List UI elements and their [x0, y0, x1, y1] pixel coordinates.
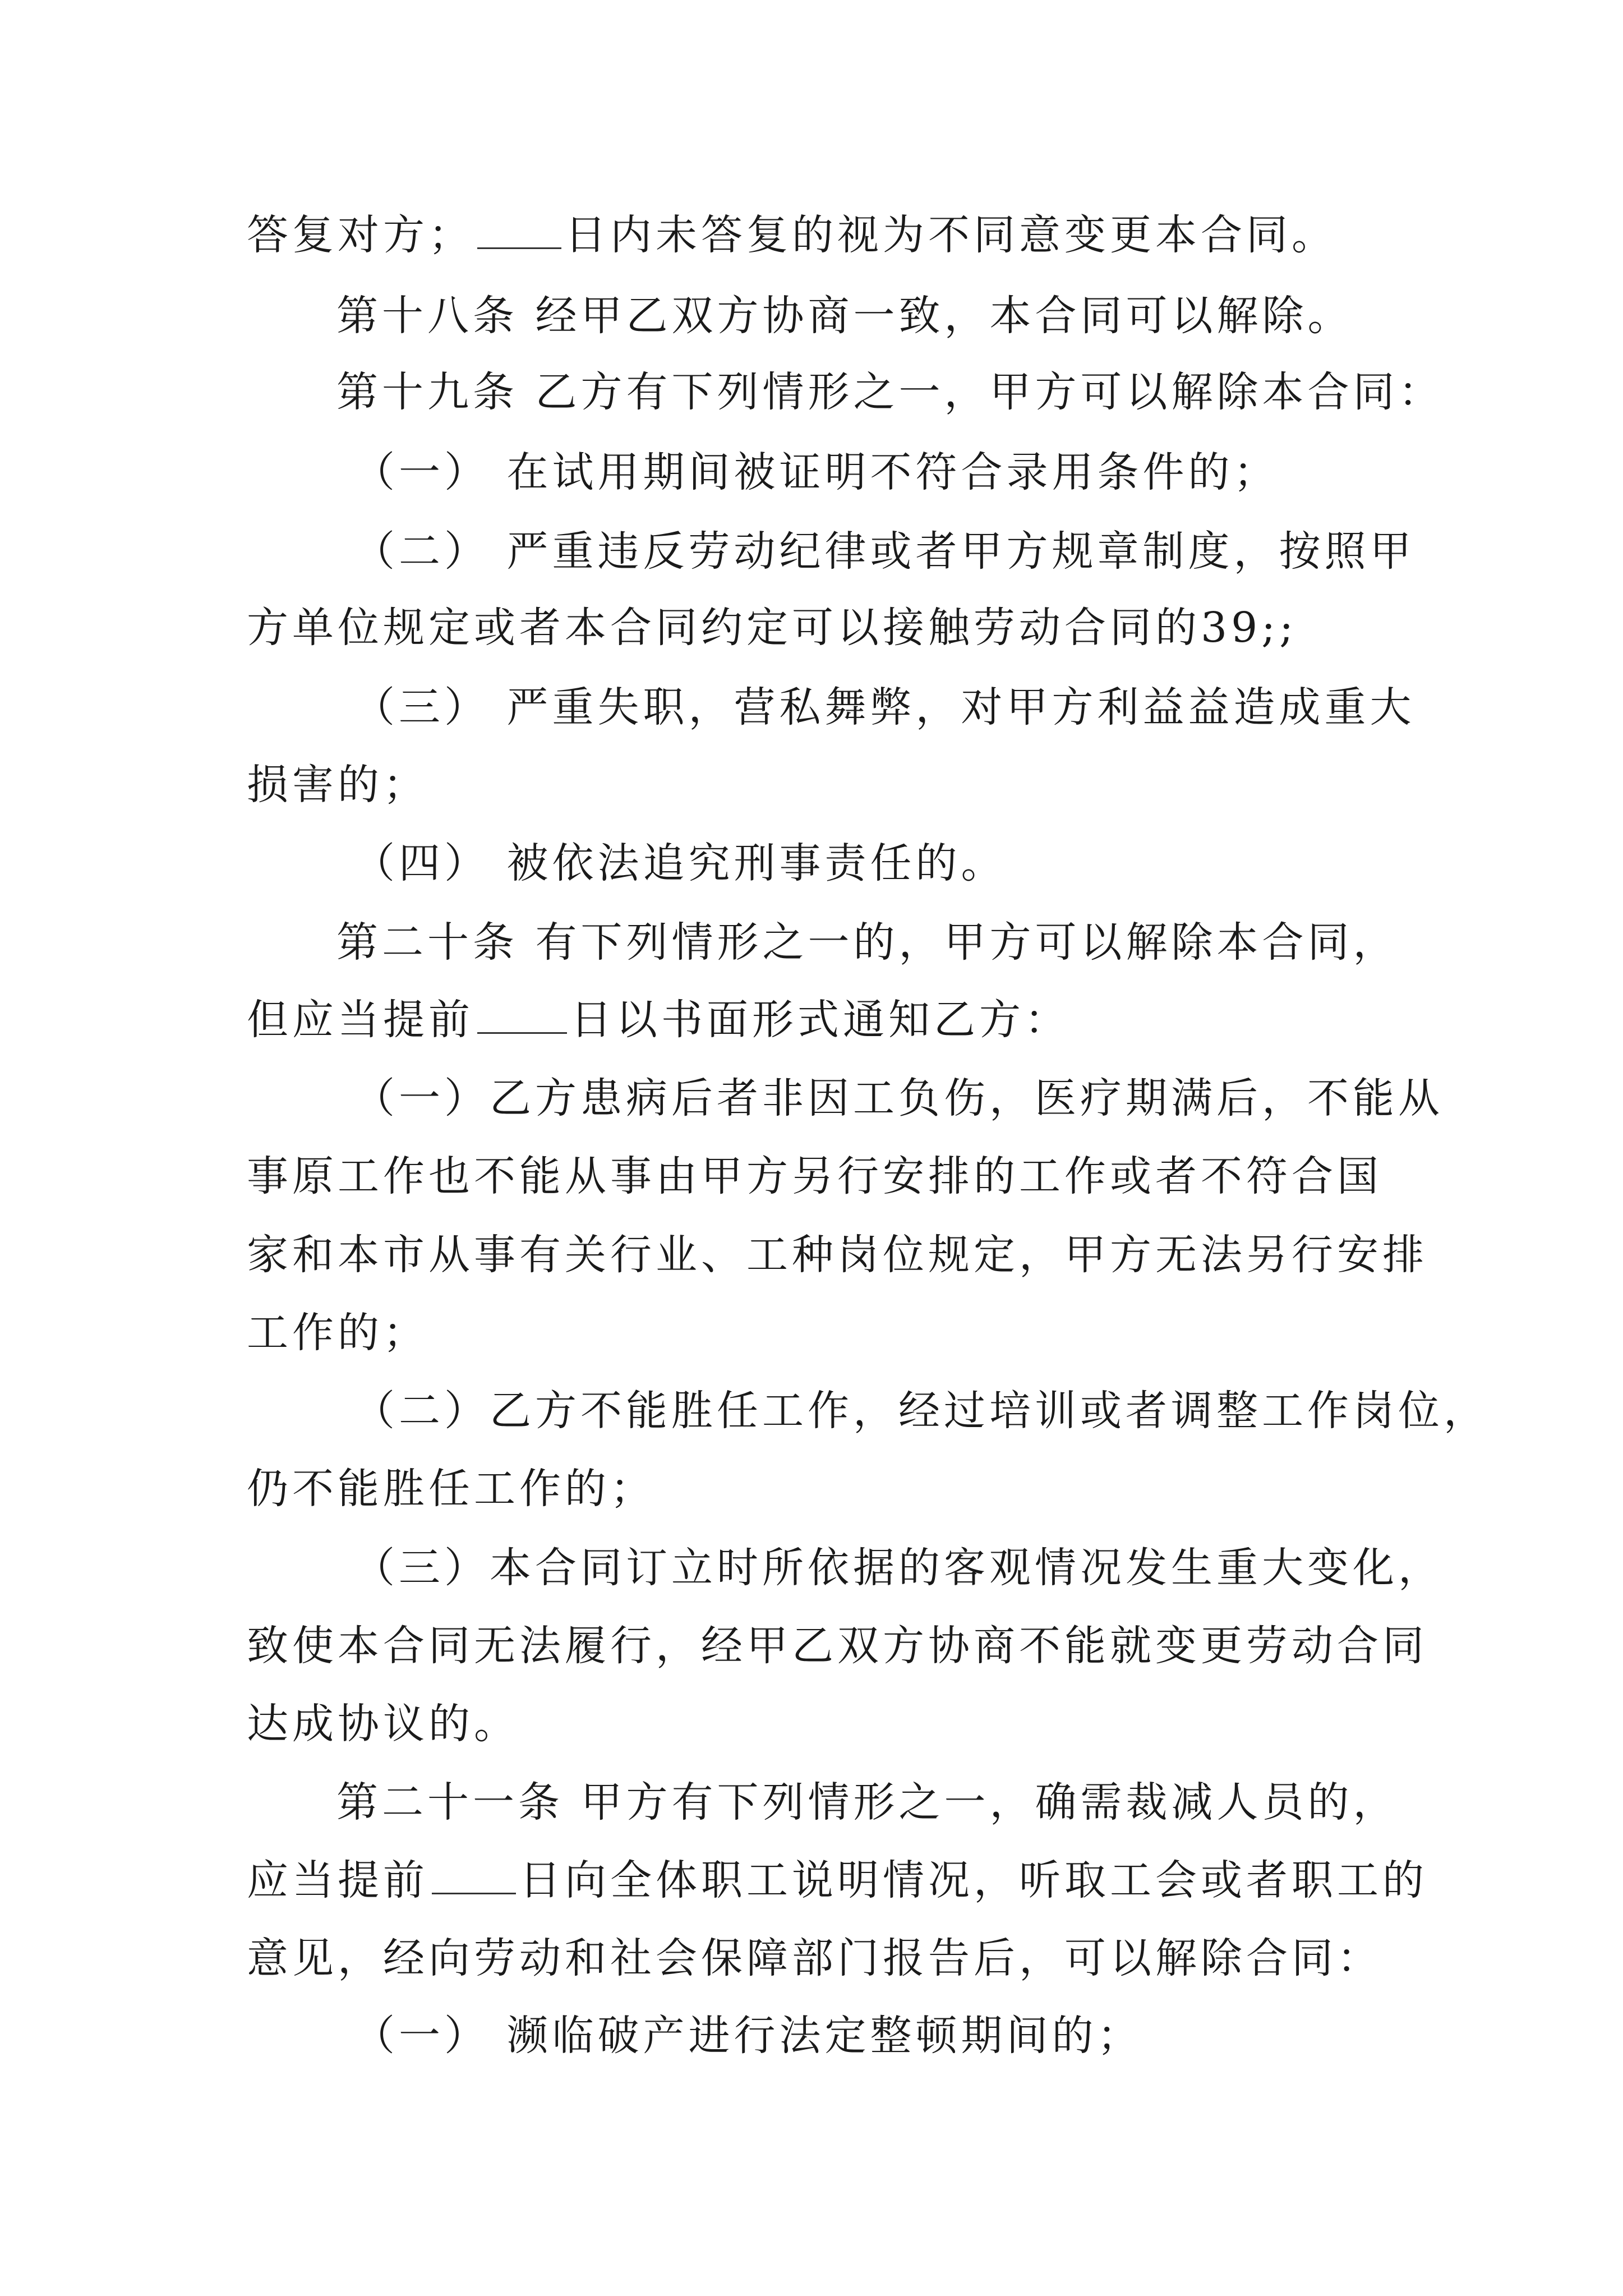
text-line: 工作的；	[247, 1309, 428, 1357]
line-text: 日以书面形式通知乙方：	[570, 996, 1070, 1044]
line-text: 日向全体职工说明情况，听取工会或者职工的	[519, 1856, 1428, 1904]
list-item: （一） 在试用期间被证明不符合录用条件的；	[353, 448, 1279, 496]
text-line: 达成协议的。	[247, 1700, 519, 1748]
list-item: （一）乙方患病后者非因工负伤，医疗期满后，不能从	[353, 1074, 1444, 1122]
text-line	[247, 210, 1337, 260]
line-text: 答复对方；	[247, 211, 474, 259]
list-item: （三）本合同订立时所依据的客观情况发生重大变化，	[353, 1544, 1444, 1592]
text-line: 意见，经向劳动和社会保障部门报告后，可以解除合同：	[247, 1934, 1382, 1982]
blank-field	[477, 214, 561, 249]
blank-field	[477, 999, 567, 1034]
article-19: 第十九条 乙方有下列情形之一，甲方可以解除本合同：	[336, 368, 1444, 416]
article-21: 第二十一条 甲方有下列情形之一，确需裁减人员的，	[336, 1778, 1399, 1826]
text-line: 损害的；	[247, 761, 428, 809]
list-item: （四） 被依法追究刑事责任的。	[353, 839, 1007, 887]
text-line: 事原工作也不能从事由甲方另行安排的工作或者不符合国	[247, 1152, 1382, 1200]
text-line	[247, 1855, 1428, 1906]
list-item: （三） 严重失职，营私舞弊，对甲方利益益造成重大	[353, 683, 1415, 731]
list-item: （二） 严重违反劳动纪律或者甲方规章制度，按照甲	[353, 527, 1415, 576]
line-text: 应当提前	[247, 1856, 428, 1904]
list-item: （一） 濒临破产进行法定整顿期间的；	[353, 2012, 1143, 2060]
article-20: 第二十条 有下列情形之一的，甲方可以解除本合同，	[336, 918, 1399, 967]
list-item: （二）乙方不能胜任工作，经过培训或者调整工作岗位，	[353, 1387, 1489, 1435]
text-line: 致使本合同无法履行，经甲乙双方协商不能就变更劳动合同	[247, 1622, 1428, 1670]
text-line: 家和本市从事有关行业、工种岗位规定，甲方无法另行安排	[247, 1231, 1428, 1279]
text-line	[247, 995, 1070, 1045]
text-line: 方单位规定或者本合同约定可以接触劳动合同的39;;	[247, 604, 1298, 652]
article-18: 第十八条 经甲乙双方协商一致，本合同可以解除。	[336, 292, 1353, 340]
text-line: 仍不能胜任工作的；	[247, 1465, 656, 1513]
line-text: 日内未答复的视为不同意变更本合同。	[565, 211, 1337, 259]
line-text: 但应当提前	[247, 996, 474, 1044]
blank-field	[432, 1859, 516, 1894]
